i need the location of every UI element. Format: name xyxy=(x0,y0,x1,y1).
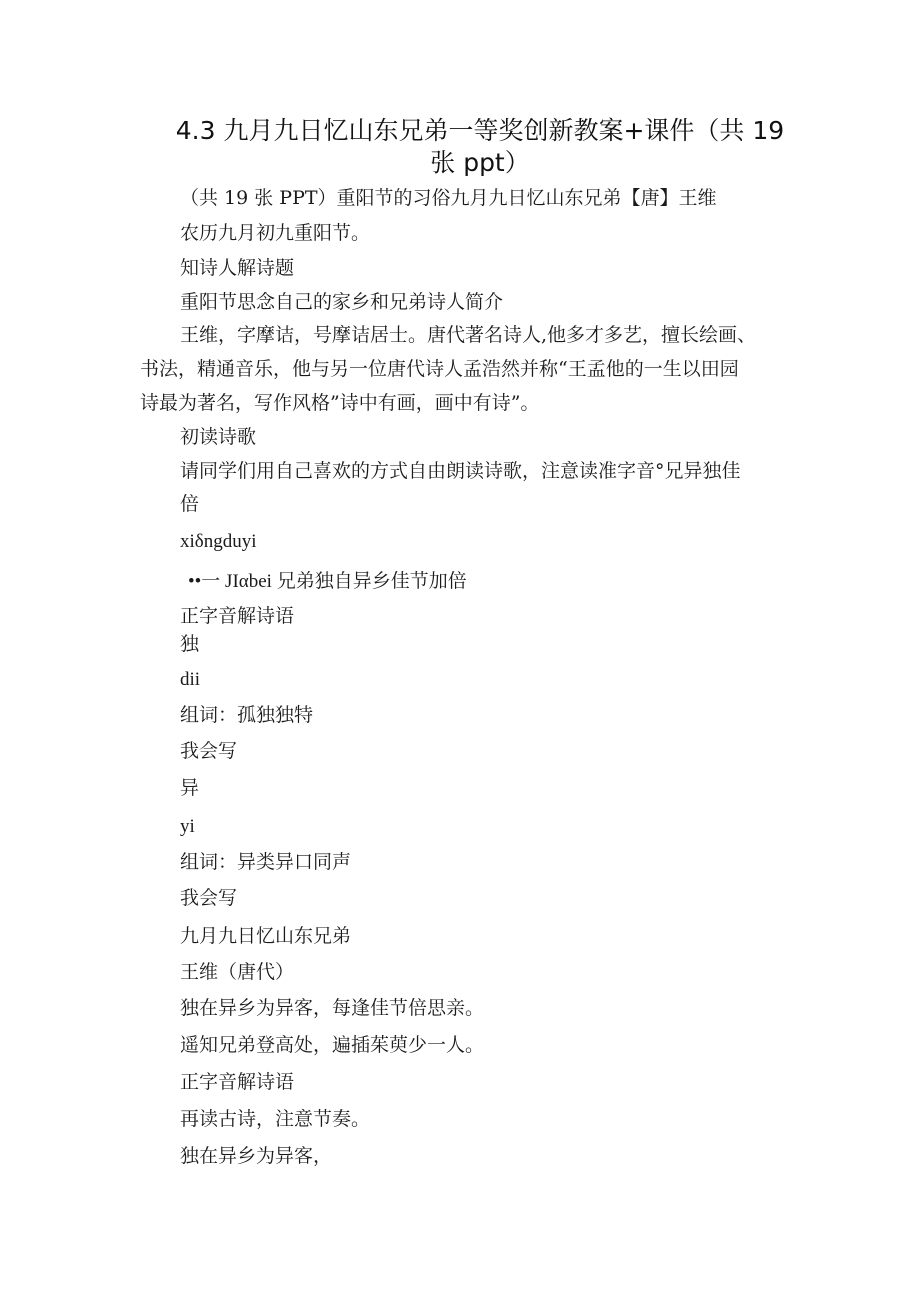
section-heading-poet: 知诗人解诗题 xyxy=(180,257,295,279)
character-yi-words: 组词：异类异口同声 xyxy=(180,851,352,873)
poem-author: 王维（唐代） xyxy=(180,961,295,983)
document-title-line-2: 张 ppt） xyxy=(430,148,530,177)
poet-bio-line-2: 书法，精通音乐，他与另一位唐代诗人孟浩然并称“王孟他的一生以田园 xyxy=(140,358,739,380)
reading-instruction: 请同学们用自己喜欢的方式自由朗读诗歌，注意读准字音°兄异独佳 xyxy=(180,460,741,482)
character-yi: 异 xyxy=(180,777,200,799)
reread-instruction: 再读古诗，注意节奏。 xyxy=(180,1108,371,1130)
character-yi-pinyin: yi xyxy=(180,816,195,837)
poet-bio-line-1: 王维，字摩诘，号摩诘居士。唐代著名诗人,他多才多艺，擅长绘画、 xyxy=(180,324,757,346)
pinyin-word-row: ••一 JIαbei 兄弟独自异乡佳节加倍 xyxy=(188,571,467,592)
poem-title: 九月九日忆山东兄弟 xyxy=(180,925,352,947)
write-practice-1: 我会写 xyxy=(180,740,238,762)
reading-instruction-tail: 倍 xyxy=(180,493,200,515)
intro-paragraph: （共 19 张 PPT）重阳节的习俗九月九日忆山东兄弟【唐】王维 xyxy=(180,187,717,209)
section-heading-first-read: 初读诗歌 xyxy=(180,426,257,448)
document-title-line-1: 4.3 九月九日忆山东兄弟一等奖创新教案+课件（共 19 xyxy=(175,116,785,145)
character-du: 独 xyxy=(180,633,200,655)
rhythm-line: 独在异乡为异客， xyxy=(180,1145,333,1167)
theme-intro: 重阳节思念自己的家乡和兄弟诗人简介 xyxy=(180,291,504,313)
poem-line-2: 遥知兄弟登高处，遍插茱萸少一人。 xyxy=(180,1034,485,1056)
section-heading-words: 正字音解诗语 xyxy=(180,605,295,627)
character-du-words: 组词：孤独独特 xyxy=(180,704,314,726)
character-du-pinyin: dii xyxy=(180,669,201,690)
section-heading-words-again: 正字音解诗语 xyxy=(180,1071,295,1093)
write-practice-2: 我会写 xyxy=(180,887,238,909)
festival-note: 农历九月初九重阳节。 xyxy=(180,222,371,244)
poet-bio-line-3: 诗最为著名，写作风格”诗中有画，画中有诗”。 xyxy=(140,392,540,414)
pinyin-row: xiδngduyi xyxy=(180,531,257,552)
poem-line-1: 独在异乡为异客，每逢佳节倍思亲。 xyxy=(180,997,485,1019)
